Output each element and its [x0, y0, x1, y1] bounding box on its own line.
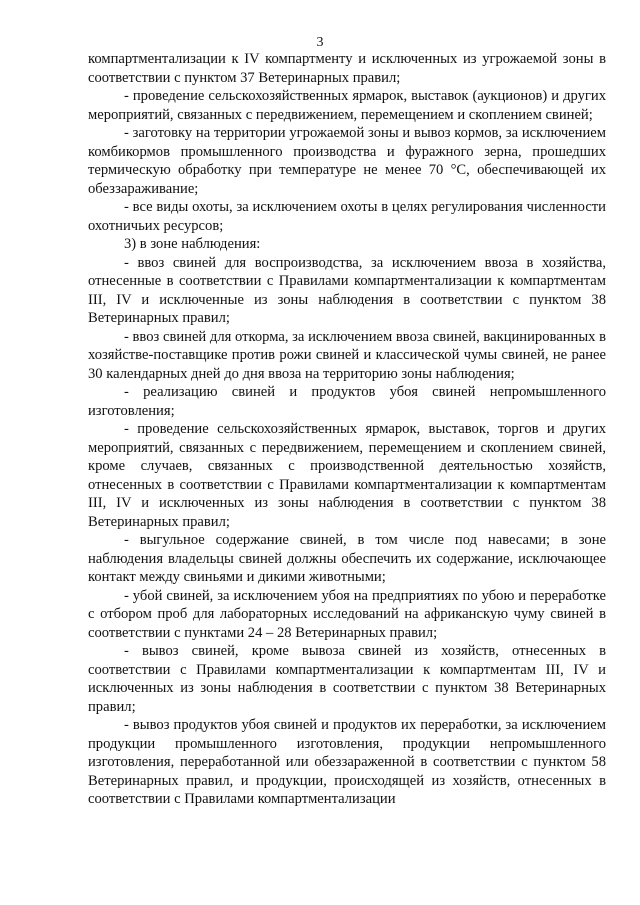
document-body	[88, 50, 606, 809]
paragraph: - вывоз продуктов убоя свиней и продуктов их переработки, за исключением продукции промышленного изготовления, продукции непромышленного изготовления, переработанной или обеззараженной в соответствии с пунктом 58 Ветеринарных правил, и продукции, происходящей из хозяйств, отнесенных в соответствии с Правилами компартментализации	[88, 717, 606, 807]
paragraph: компартментализации к IV компартменту и исключенных из угрожаемой зоны в соответствии с пунктом 37 Ветеринарных правил;	[88, 51, 606, 86]
paragraph: - реализацию свиней и продуктов убоя свиней непромышленного изготовления;	[88, 384, 606, 419]
paragraph: - проведение сельскохозяйственных ярмарок, выставок, торгов и других мероприятий, связанных с передвижением, перемещением и скоплением свиней, кроме случаев, связанных с производственной деятельностью хозяйств, отнесенных в соответствии с Правилами компартментализации к компартментам III, IV и исключенных из зоны наблюдения в соответствии с пунктом 38 Ветеринарных правил;	[88, 421, 606, 530]
paragraph: - ввоз свиней для воспроизводства, за исключением ввоза в хозяйства, отнесенные в соответствии с Правилами компартментализации к компартментам III, IV и исключенные из зоны наблюдения в соответствии с пунктом 38 Ветеринарных правил;	[88, 254, 606, 326]
paragraph: - убой свиней, за исключением убоя на предприятиях по убою и переработке с отбором проб для лабораторных исследований на африканскую чуму свиней в соответствии с пунктами 24 – 28 Ветеринарных правил;	[88, 587, 606, 641]
paragraph: - выгульное содержание свиней, в том числе под навесами; в зоне наблюдения владельцы свиней должны обеспечить их содержание, исключающее контакт между свиньями и дикими животными;	[88, 532, 606, 585]
paragraph: - вывоз свиней, кроме вывоза свиней из хозяйств, отнесенных в соответствии с Правилами компартментализации к компартментам III, IV и исключенных из зоны наблюдения в соответствии с пунктом 38 Ветеринарных правил;	[88, 643, 606, 715]
paragraph: - все виды охоты, за исключением охоты в целях регулирования численности охотничьих ресурсов;	[88, 199, 606, 234]
page-number: 3	[316, 35, 324, 50]
paragraph: - заготовку на территории угрожаемой зоны и вывоз кормов, за исключением комбикормов промышленного производства и фуражного зерна, прошедших термическую обработку при температуре не менее 70 °С, обеспечивающей их обеззараживание;	[88, 125, 606, 197]
paragraph: - ввоз свиней для откорма, за исключением ввоза свиней, вакцинированных в хозяйстве-поставщике против рожи свиней и классической чумы свиней, не ранее 30 календарных дней до дня ввоза на территорию зоны наблюдения;	[88, 328, 606, 382]
paragraph: - проведение сельскохозяйственных ярмарок, выставок (аукционов) и других мероприятий, связанных с передвижением, перемещением и скоплением свиней;	[88, 88, 606, 123]
paragraph: 3) в зоне наблюдения:	[124, 236, 261, 252]
